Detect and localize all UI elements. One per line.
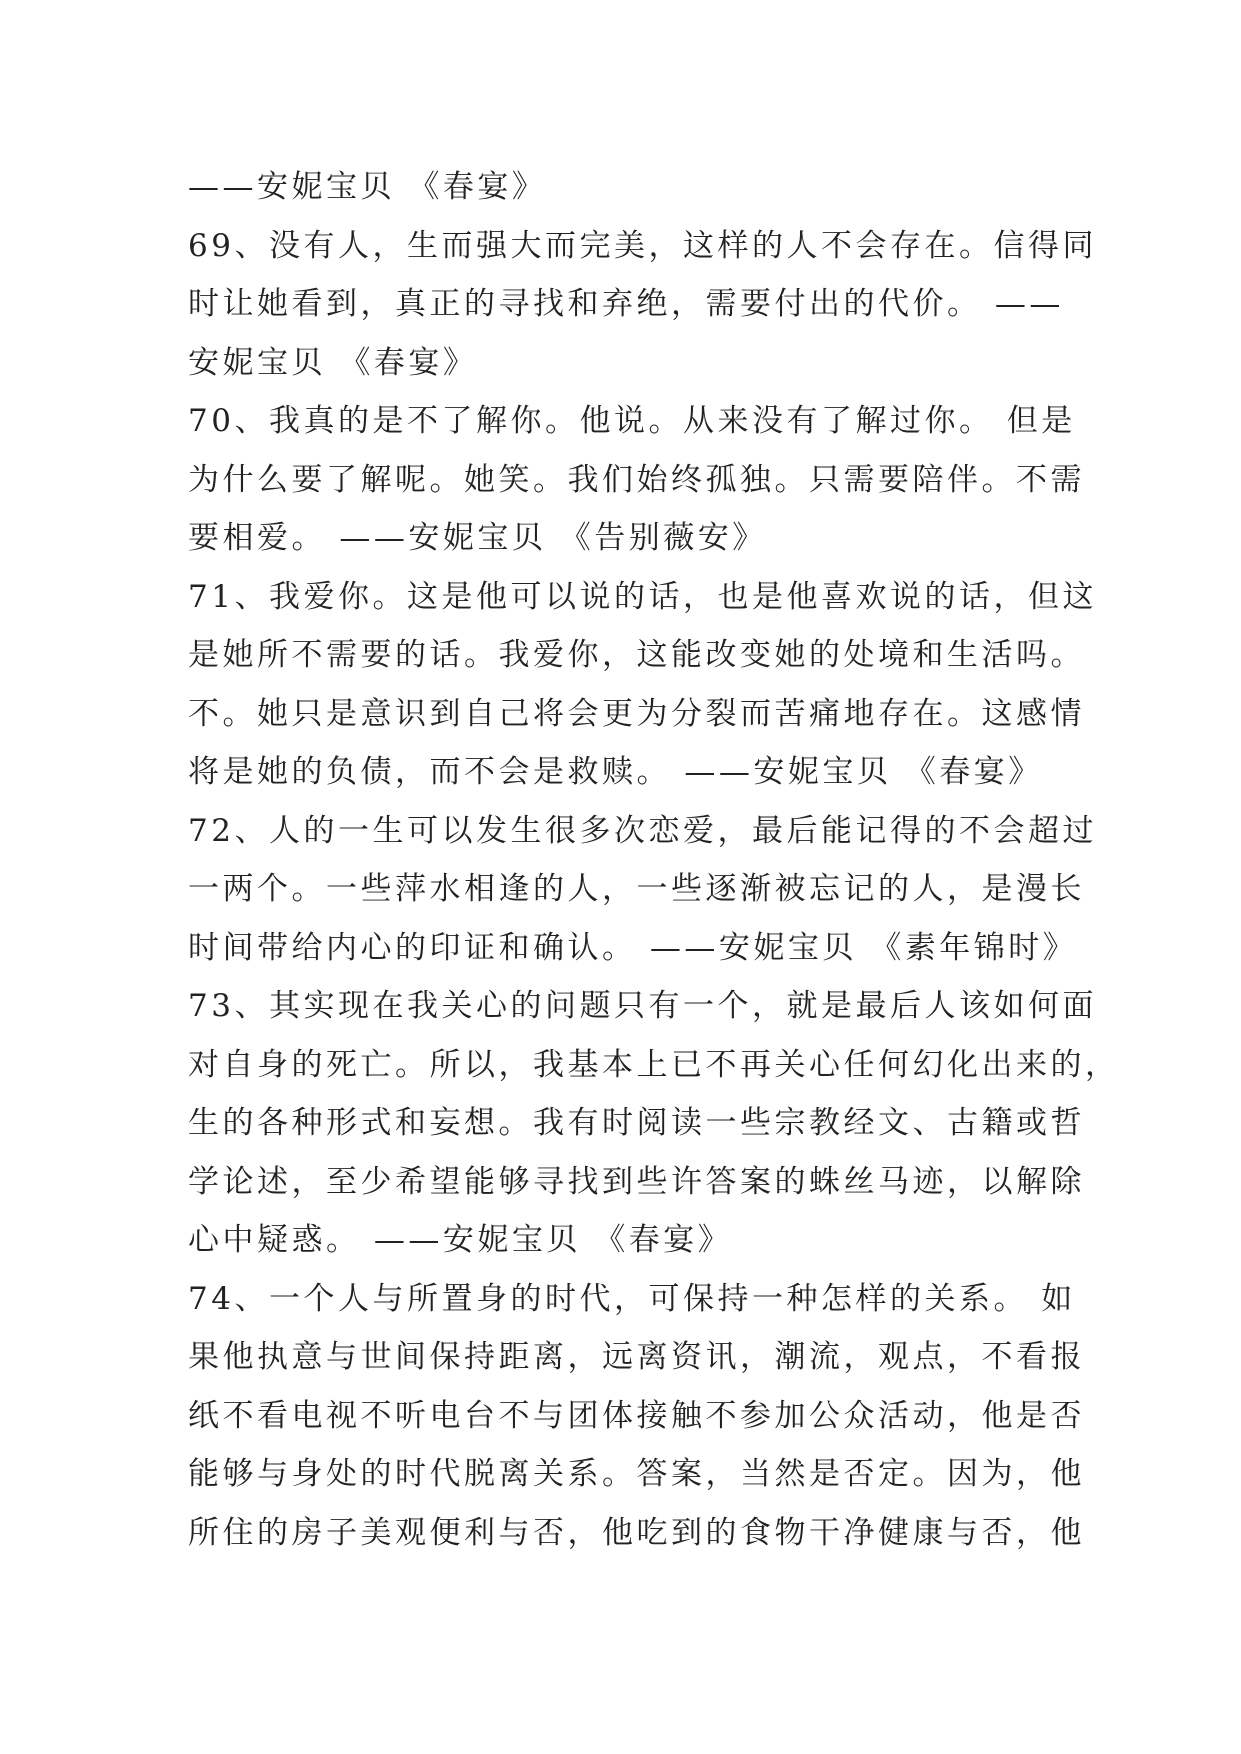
body-text xyxy=(188,158,1120,1562)
text-line: 70、我真的是不了解你。他说。从来没有了解过你。 但是 xyxy=(188,403,1076,439)
text-line: 73、其实现在我关心的问题只有一个，就是最后人该如何面 xyxy=(188,988,1097,1024)
text-line: 一两个。一些萍水相逢的人，一些逐渐被忘记的人，是漫长 xyxy=(188,871,1085,907)
text-line: 安妮宝贝 《春宴》 xyxy=(188,344,478,381)
text-line: 为什么要了解呢。她笑。我们始终孤独。只需要陪伴。不需 xyxy=(188,461,1085,498)
text-line: 74、一个人与所置身的时代，可保持一种怎样的关系。 如 xyxy=(188,1280,1076,1317)
text-line: 纸不看电视不听电台不与团体接触不参加公众活动，他是否 xyxy=(188,1397,1085,1434)
text-line: 学论述，至少希望能够寻找到些许答案的蛛丝马迹，以解除 xyxy=(188,1163,1085,1200)
text-line: 要相爱。 ——安妮宝贝 《告别薇安》 xyxy=(188,520,767,556)
text-line: 不。她只是意识到自己将会更为分裂而苦痛地存在。这感情 xyxy=(188,695,1085,732)
text-line: 生的各种形式和妄想。我有时阅读一些宗教经文、古籍或哲 xyxy=(188,1105,1085,1141)
text-line: 对自身的死亡。所以，我基本上已不再关心任何幻化出来的， xyxy=(188,1046,1120,1083)
text-line: ——安妮宝贝 《春宴》 xyxy=(188,169,547,205)
text-line: 将是她的负债，而不会是救赎。 ——安妮宝贝 《春宴》 xyxy=(188,754,1043,790)
text-line: 心中疑惑。 ——安妮宝贝 《春宴》 xyxy=(188,1222,733,1258)
text-line: 是她所不需要的话。我爱你，这能改变她的处境和生活吗。 xyxy=(188,637,1085,673)
text-line: 时间带给内心的印证和确认。 ——安妮宝贝 《素年锦时》 xyxy=(188,929,1078,966)
text-line: 能够与身处的时代脱离关系。答案，当然是否定。因为，他 xyxy=(188,1456,1085,1492)
text-line: 69、没有人，生而强大而完美，这样的人不会存在。信得同 xyxy=(188,227,1097,264)
text-line: 71、我爱你。这是他可以说的话，也是他喜欢说的话，但这 xyxy=(188,578,1097,615)
text-line: 所住的房子美观便利与否，他吃到的食物干净健康与否，他 xyxy=(188,1514,1085,1551)
text-line: 72、人的一生可以发生很多次恋爱，最后能记得的不会超过 xyxy=(188,812,1097,849)
text-line: 时让她看到，真正的寻找和弃绝，需要付出的代价。 —— xyxy=(188,286,1064,322)
text-line: 果他执意与世间保持距离，远离资讯，潮流，观点，不看报 xyxy=(188,1339,1085,1375)
